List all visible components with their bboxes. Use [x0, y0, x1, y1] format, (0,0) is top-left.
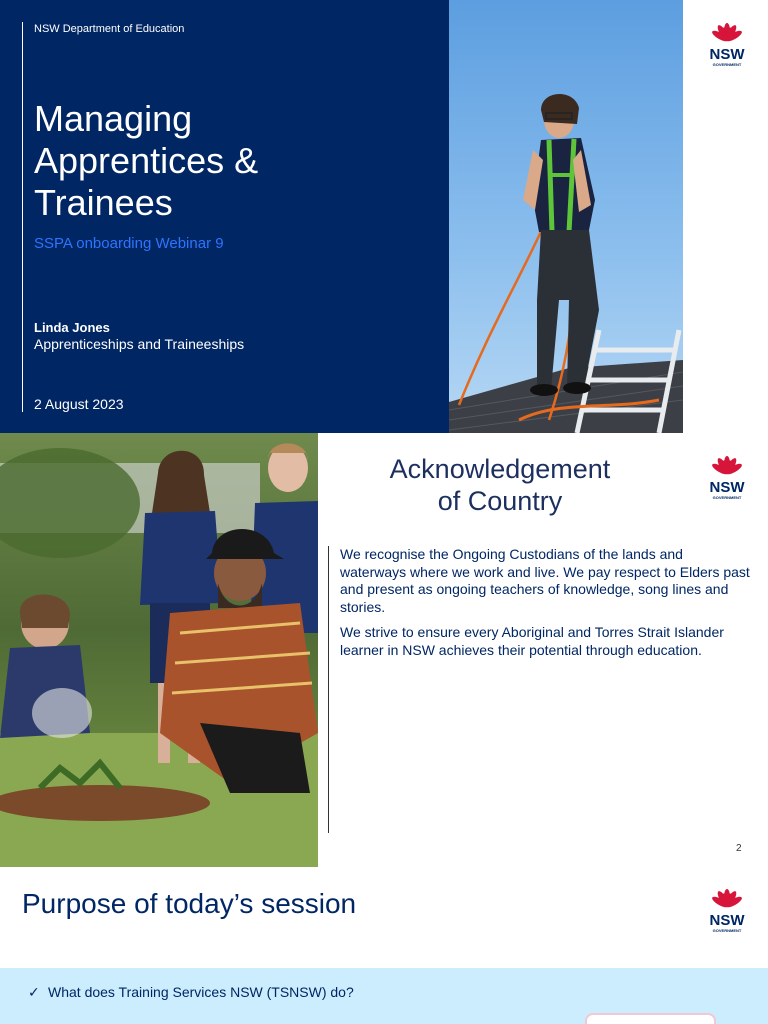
photo-apprentice-on-roof-icon — [449, 0, 683, 433]
purpose-list-item — [28, 984, 354, 1001]
title-panel — [0, 0, 449, 433]
checkmark-icon: ✓ — [28, 984, 40, 1000]
logo-wordmark: NSW — [709, 912, 745, 929]
pink-outline-box — [585, 1013, 716, 1024]
title-line: Managing — [34, 98, 193, 139]
logo-government-text: GOVERNMENT — [712, 928, 742, 933]
acknowledgement-paragraph: We strive to ensure every Aboriginal and Torres Strait Islander learner in NSW achieves their potential through education. — [340, 624, 724, 658]
acknowledgement-slide — [0, 433, 768, 867]
page-number: 2 — [736, 843, 742, 854]
acknowledgement-body — [340, 546, 750, 667]
purpose-slide — [0, 867, 768, 1024]
logo-wordmark: NSW — [709, 46, 745, 63]
apprentice-photo — [449, 0, 683, 433]
presenter-name: Linda Jones — [34, 320, 110, 335]
waratah-icon — [705, 22, 749, 48]
waratah-icon — [705, 888, 749, 914]
presentation-subtitle: SSPA onboarding Webinar 9 — [34, 235, 224, 252]
acknowledgement-paragraph: We recognise the Ongoing Custodians of the lands and waterways where we work and live. We pay respect to Elders past and present as ongoing teachers of knowledge, song lines and stories. — [340, 546, 750, 615]
presentation-title — [34, 98, 434, 224]
acknowledgement-title — [340, 453, 660, 517]
logo-government-text: GOVERNMENT — [712, 495, 742, 500]
nsw-government-logo — [705, 22, 749, 70]
nsw-government-logo — [705, 455, 749, 503]
logo-wordmark: NSW — [709, 479, 745, 496]
vertical-rule — [22, 22, 23, 412]
title-line: of Country — [437, 486, 563, 516]
vertical-rule — [328, 546, 329, 833]
logo-government-text: GOVERNMENT — [712, 62, 742, 67]
photo-smoking-ceremony-icon — [0, 433, 318, 867]
presenter-role: Apprenticeships and Traineeships — [34, 336, 245, 352]
purpose-title: Purpose of today’s session — [22, 888, 357, 919]
title-line: Acknowledgement — [389, 454, 611, 484]
presentation-date: 2 August 2023 — [34, 396, 124, 412]
title-line: Apprentices & — [34, 140, 259, 181]
purpose-item-text: What does Training Services NSW (TSNSW) do? — [48, 984, 354, 1000]
title-line: Trainees — [34, 182, 173, 223]
waratah-icon — [705, 455, 749, 481]
department-label: NSW Department of Education — [34, 23, 185, 35]
nsw-government-logo — [705, 888, 749, 936]
title-slide — [0, 0, 768, 433]
smoking-ceremony-photo — [0, 433, 318, 867]
